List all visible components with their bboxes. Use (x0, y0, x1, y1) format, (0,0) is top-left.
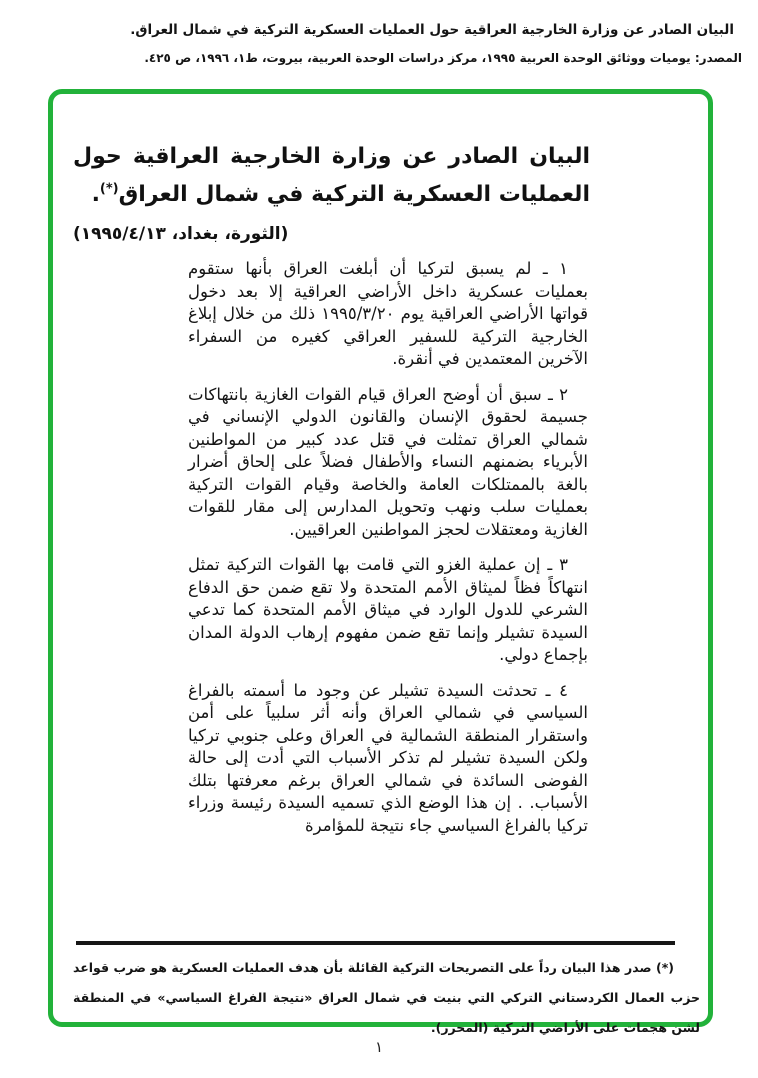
page-number: ١ (374, 1038, 384, 1056)
document-title-text: البيان الصادر عن وزارة الخارجية العراقية حول العمليات العسكرية التركية في شمال العراق (73, 144, 590, 207)
paragraph-1: ١ ـ لم يسبق لتركيا أن أبلغت العراق بأنها ستقوم بعمليات عسكرية داخل الأراضي العراقية إلا بعد دخول قواتها الأراضي العراقية يوم ١٩٩٥/٣/٢٠ ذلك من خلال إبلاغ الخارجية التركية للسفير العراقي كغيره من السفراء الآخرين المعتمدين في أنقرة. (188, 259, 588, 368)
paragraph-2: ٢ ـ سبق أن أوضح العراق قيام القوات الغازية بانتهاكات جسيمة لحقوق الإنسان والقانون الدولي الإنساني في شمالي العراق تمثلت في قتل عدد كبير من المواطنين الأبرياء بضمنهم النساء والأطفال فضلاً على إلحاق أضرار بالغة بالممتلكات العامة والخاصة وقيام القوات التركية بعمليات سلب ونهب وتحويل المدارس إلى مقار للقوات الغازية ومعتقلات لحجز المواطنين العراقيين. (188, 384, 588, 539)
title-footnote-marker: (*) (99, 181, 119, 197)
title-period: . (91, 182, 100, 207)
page-header-title: البيان الصادر عن وزارة الخارجية العراقية حول العمليات العسكرية التركية في شمال العراق. (130, 22, 734, 38)
document-body (188, 258, 588, 850)
paragraph-4: ٤ ـ تحدثت السيدة تشيلر عن وجود ما أسمته بالفراغ السياسي في شمالي العراق وأنه أثر سلبياً على أمن واستقرار المنطقة الشمالية في العراق وعلى جنوبي تركيا ولكن السيدة تشيلر لم تذكر الأسباب التي أدت إلى حالة الفوضى السائدة في شمالي العراق برغم معرفتها بتلك الأسباب. . إن هذا الوضع الذي تسميه السيدة رئيسة وزراء تركيا بالفراغ السياسي جاء نتيجة للمؤامرة (188, 680, 588, 835)
page-header-source: المصدر: يوميات ووثائق الوحدة العربية ١٩٩٥، مركز دراسات الوحدة العربية، بيروت، ط١، ١٩٩٦، ص ٤٢٥. (144, 51, 742, 65)
dateline: (الثورة، بغداد، ١٩٩٥/٤/١٣) (73, 224, 289, 244)
footnote: (*) صدر هذا البيان رداً على التصريحات التركية القائلة بأن هدف العمليات العسكرية هو ضرب قواعد حزب العمال الكردستاني التركي التي بنيت في شمال العراق «نتيجة الفراغ السياسي» في المنطقة لشن هجمات على الأراضي التركية (المحرر). (73, 960, 700, 1035)
footnote-divider (76, 941, 675, 945)
paragraph-3: ٣ ـ إن عملية الغزو التي قامت بها القوات التركية تمثل انتهاكاً فظاً لميثاق الأمم المتحدة ولا تقع ضمن حق الدفاع الشرعي للدول الوارد في ميثاق الأمم المتحدة كما تدعي السيدة تشيلر وإنما تقع ضمن مفهوم إرهاب الدولة المدان بإجماع دولي. (188, 555, 588, 664)
document-title (73, 138, 590, 214)
